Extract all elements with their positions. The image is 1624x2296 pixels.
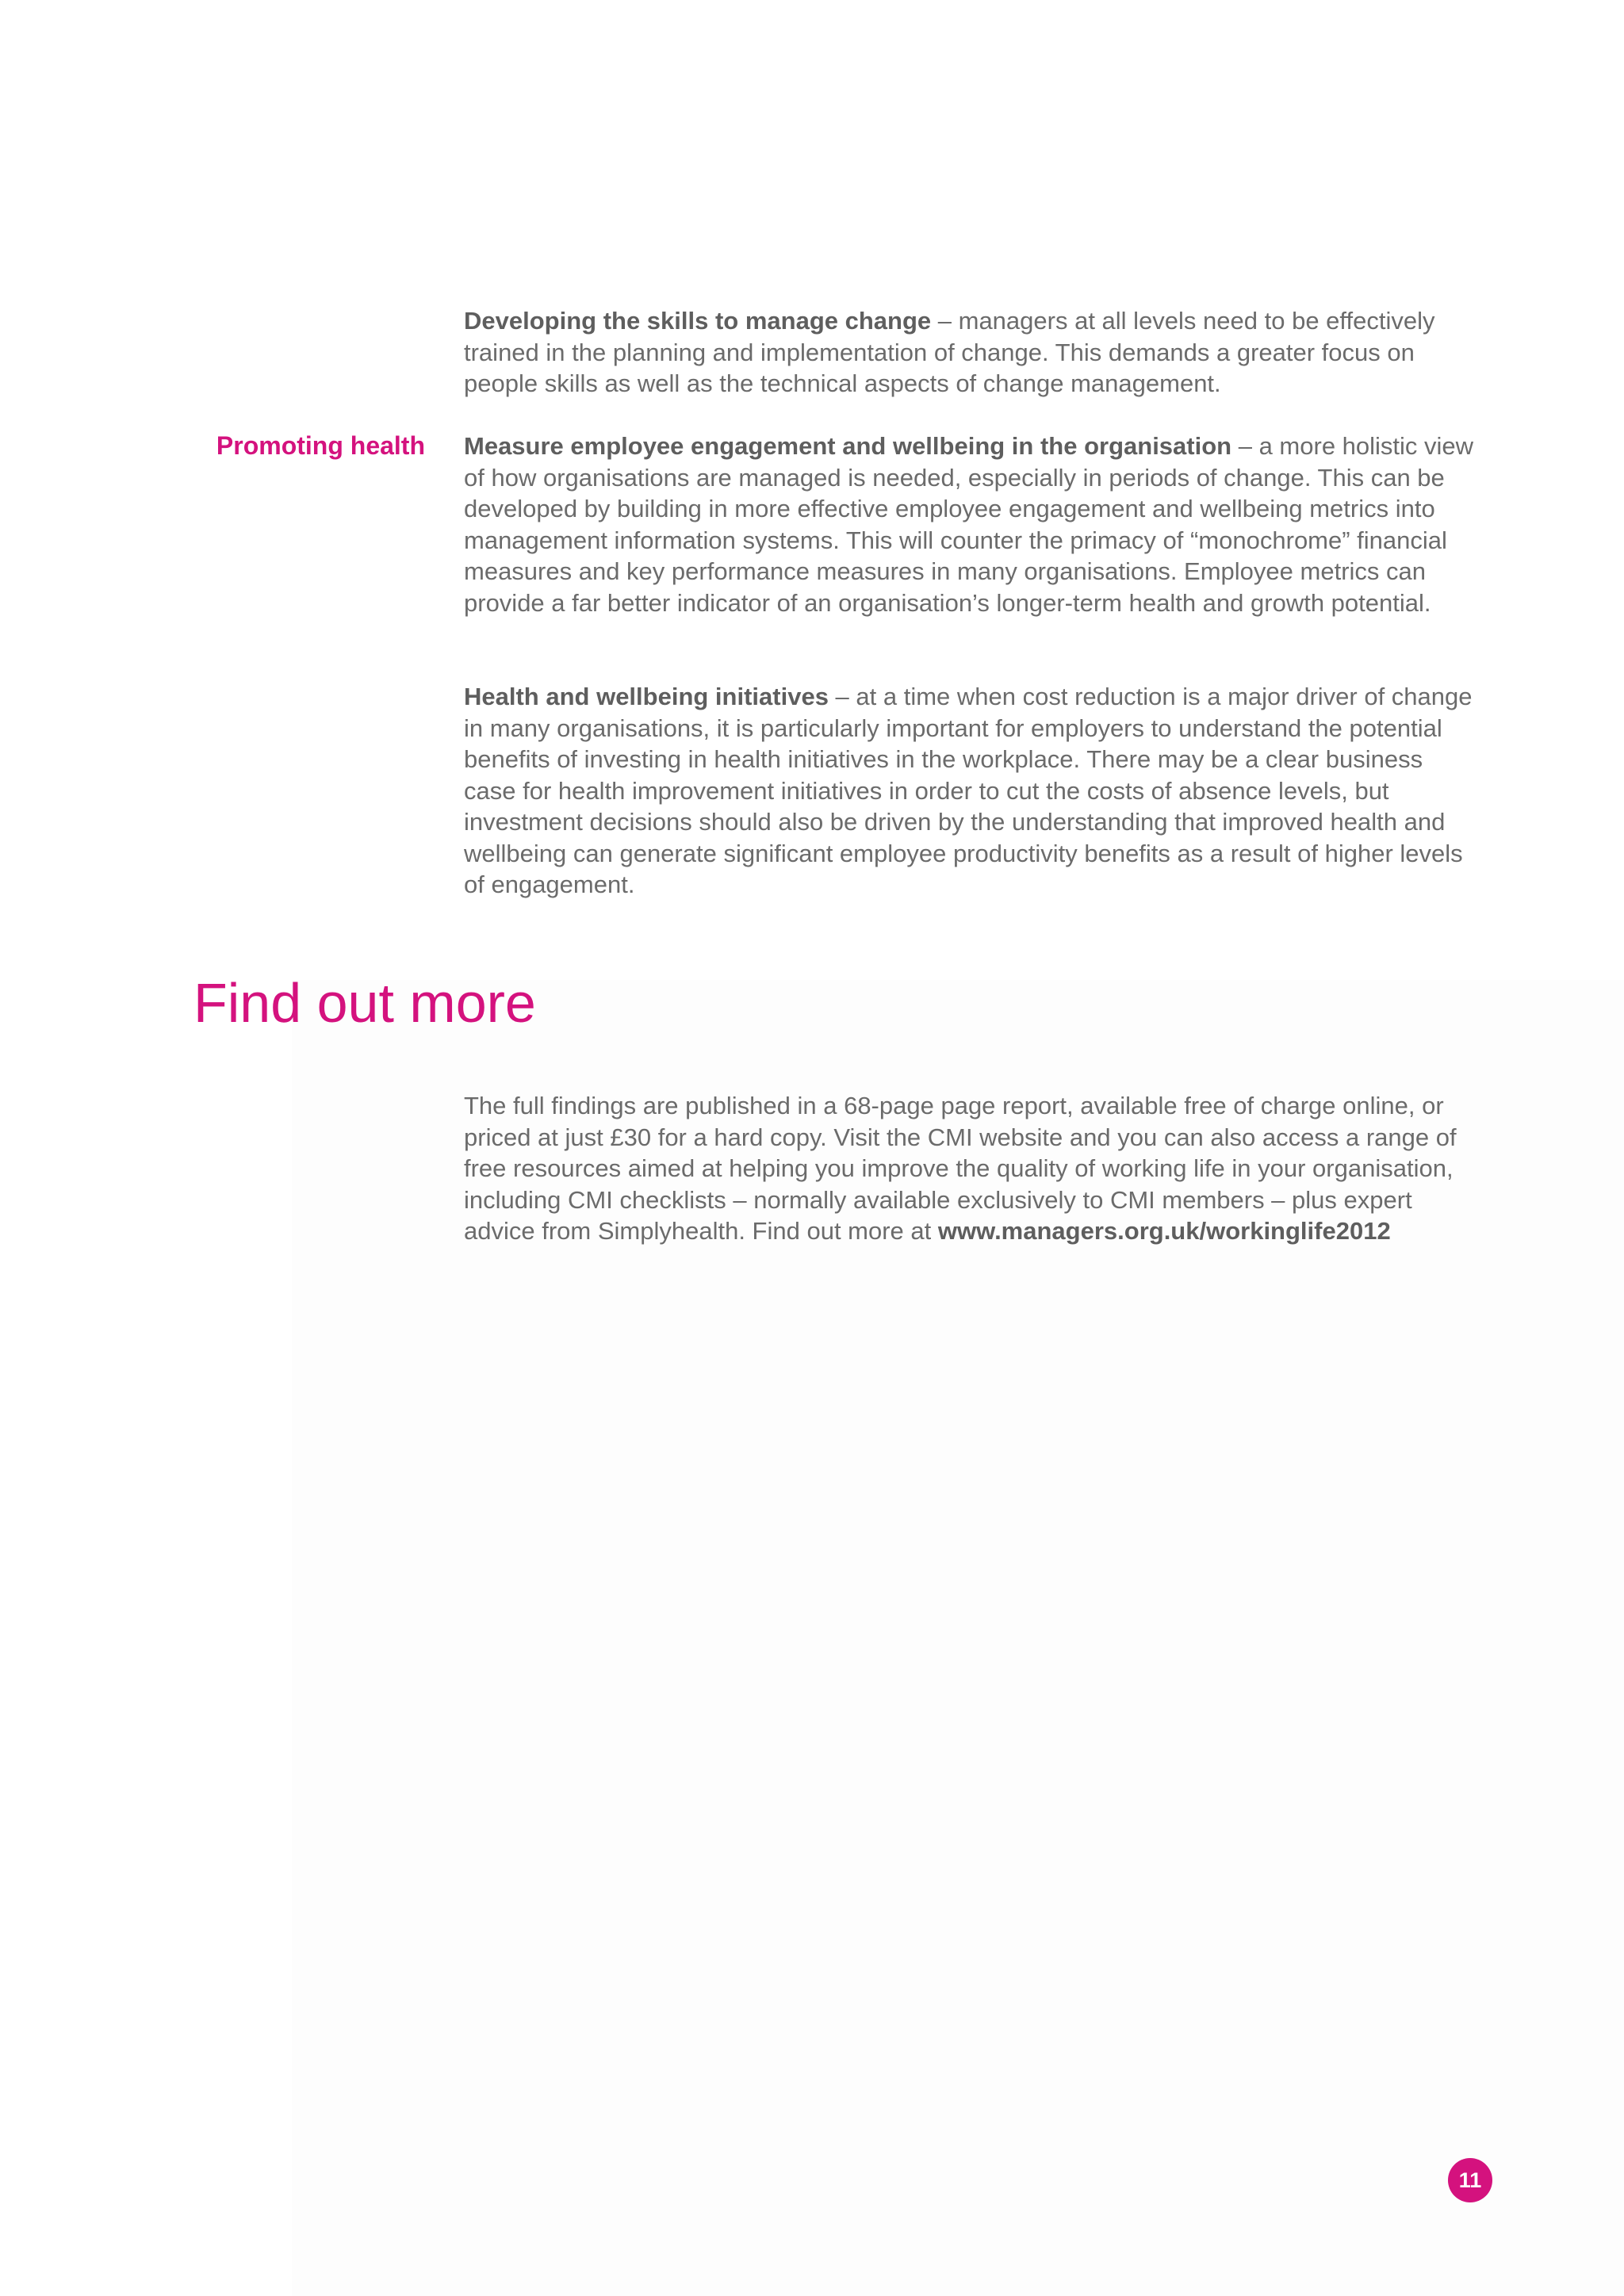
section-label-promoting-health: Promoting health — [216, 431, 425, 460]
section-title-find-out-more: Find out more — [193, 972, 536, 1034]
website-link[interactable]: www.managers.org.uk/workinglife2012 — [937, 1217, 1391, 1245]
paragraph-body: – managers at all levels need to be effectively trained in the planning and implementation of change. This demands a greater focus on people skills as well as the technical aspects of change management. — [464, 307, 1435, 397]
paragraph-lead: Health and wellbeing initiatives — [464, 683, 829, 710]
paragraph-health-initiatives — [464, 681, 1475, 901]
paragraph-body: – a more holistic view of how organisations are managed is needed, especially in periods of change. This can be developed by building in more effective employee engagement and wellbeing metrics into management information systems. This will counter the primacy of “monochrome” financial measures and key performance measures in many organisations. Employee metrics can provide a far better indicator of an organisation’s longer-term health and growth potential. — [464, 432, 1474, 617]
paragraph-lead: Measure employee engagement and wellbeing in the organisation — [464, 432, 1232, 460]
paragraph-change-skills — [464, 305, 1475, 400]
paragraph-lead: Developing the skills to manage change — [464, 307, 932, 335]
paragraph-measure-engagement — [464, 430, 1475, 618]
page-number-badge: 11 — [1448, 2158, 1492, 2202]
paragraph-body: – at a time when cost reduction is a major driver of change in many organisations, it is particularly important for employers to understand the potential benefits of investing in health initiatives in the workplace. There may be a clear business case for health improvement initiatives in order to cut the costs of absence levels, but investment decisions should also be driven by the understanding that improved health and wellbeing can generate significant employee productivity benefits as a result of higher levels of engagement. — [464, 683, 1473, 898]
paragraph-body: The full findings are published in a 68-page page report, available free of charge online, or priced at just £30 for a hard copy. Visit the CMI website and you can also access a range of free resources aimed at helping you improve the quality of working life in your organisation, including CMI checklists – normally available exclusively to CMI members – plus expert advice from Simplyhealth. Find out more at — [464, 1092, 1457, 1245]
paragraph-find-out-more — [464, 1090, 1475, 1247]
